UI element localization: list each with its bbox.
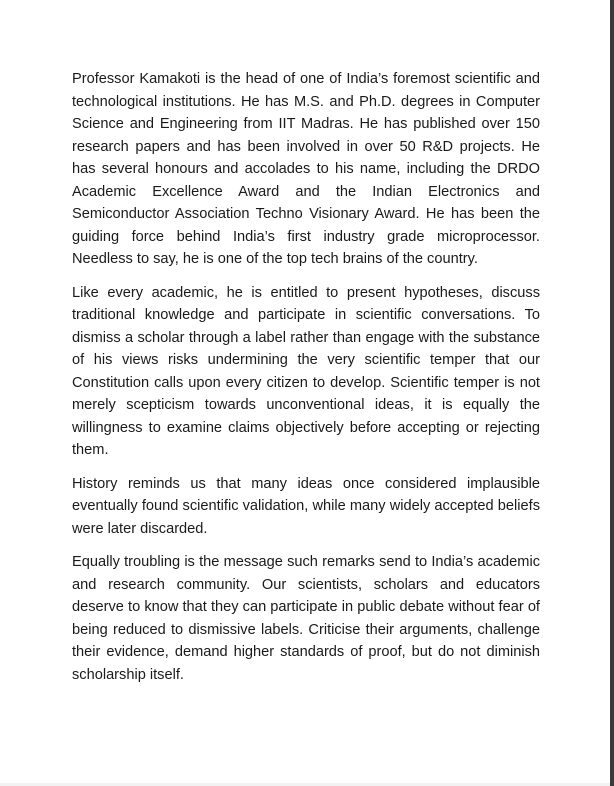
- paragraph-1: Professor Kamakoti is the head of one of India’s foremost scientific and technological institutions. He has M.S. and Ph.D. degrees in Computer Science and Engineering from IIT Madras. He has published over 150 research papers and has been involved in over 50 R&D projects. He has several honours and accolades to his name, including the DRDO Academic Excellence Award and the Indian Electronics and Semiconductor Association Techno Visionary Award. He has been the guiding force behind India’s first industry grade microprocessor. Needless to say, he is one of the top tech brains of the country.: [72, 71, 540, 267]
- paragraph-2: Like every academic, he is entitled to present hypotheses, discuss traditional knowledge and participate in scientific conversations. To dismiss a scholar through a label rather than engage with the substance of his views risks undermining the very scientific temper that our Constitution calls upon every citizen to develop. Scientific temper is not merely scepticism towards unconventional ideas, it is equally the willingness to examine claims objectively before accepting or rejecting them.: [72, 284, 540, 458]
- paragraph-3: History reminds us that many ideas once considered implausible eventually found scientific validation, while many widely accepted beliefs were later discarded.: [72, 475, 540, 537]
- page-right-border: [610, 0, 614, 786]
- paragraph-4: Equally troubling is the message such remarks send to India’s academic and research community. Our scientists, scholars and educators deserve to know that they can participate in public debate without fear of being reduced to dismissive labels. Criticise their arguments, challenge their evidence, demand higher standards of proof, but do not diminish scholarship itself.: [72, 554, 540, 683]
- document-body: [72, 68, 540, 697]
